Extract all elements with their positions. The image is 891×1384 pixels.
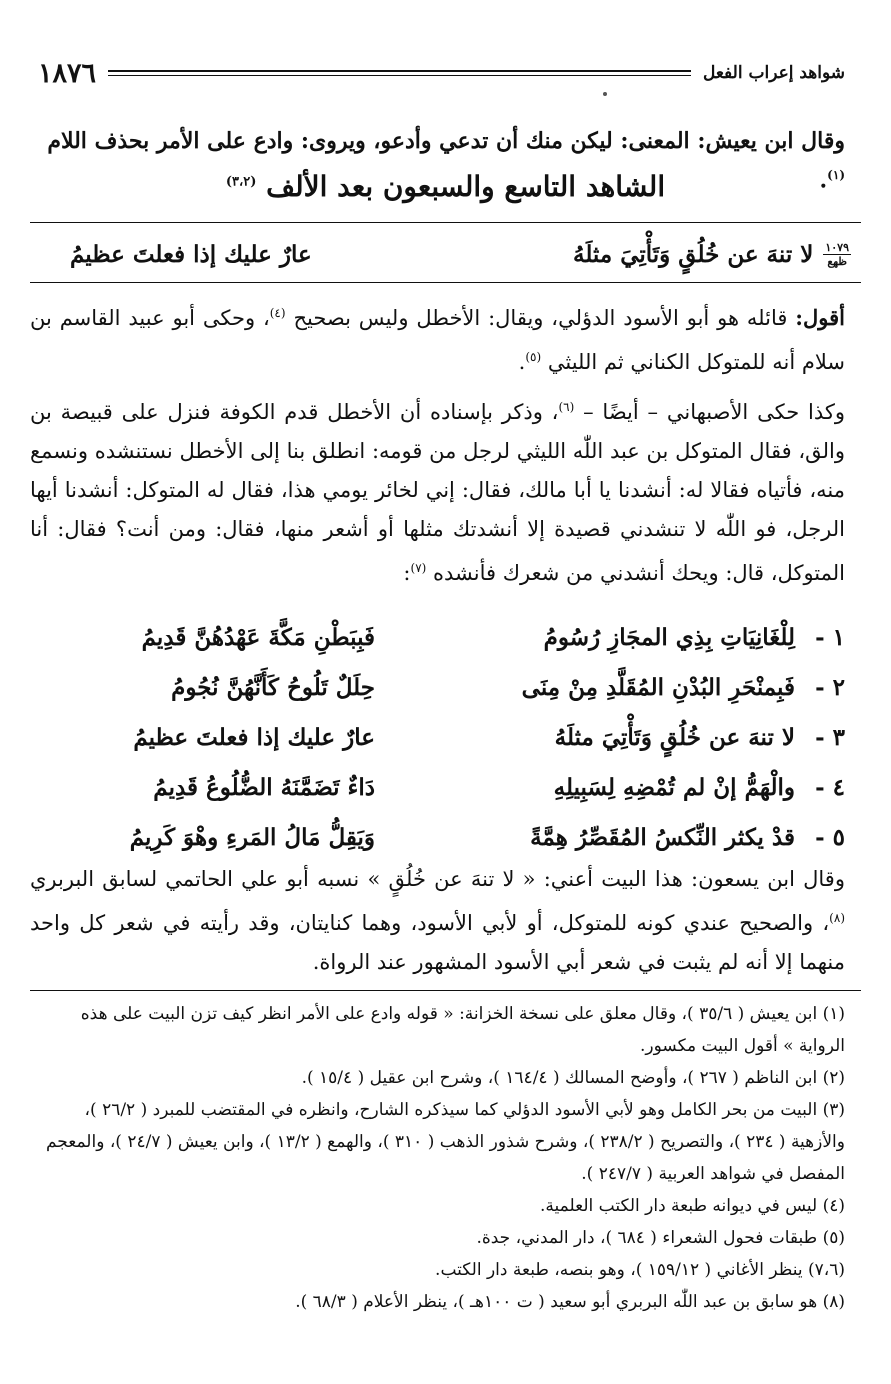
- print-speck: [603, 92, 607, 96]
- paragraph-2: وكذا حكى الأصبهاني – أيضًا – $^{(٦)}$، وذكر بإسناده أن الأخطل قدم الكوفة فنزل على قبيصة بن والق، فقال المتوكل بن عبد اللّٰه الليثي لرجل من قومه: انطلق بنا إلى الأخطل نستنشده ونسمع منه، فأتياه فقالا له: أنشدنا يا أبا مالك، فقال: إني لخائر يومي هذا، فقال له المتوكل: أنشدنا أيها الرجل، فو اللّٰه لا تنشدني قصيدة إلا أنشدتك مثلها أو أشعر منها، فقال: ومن أنت؟ فقال: أنا المتوكل، قال: ويحك أنشدني من شعرك فأنشده $^{(٧)}$:: [30, 400, 845, 585]
- section-title: الشاهد التاسع والسبعون بعد الألف $^{(٣،٢)}$: [225, 170, 666, 203]
- poem-line: ٥ - قدْ يكثر النِّكسُ المُقَصِّرُ هِمَّةً وَيَقِلُّ مَالُ المَرءِ وهْوَ كَرِيمُ: [129, 823, 845, 851]
- note-ref: (١): [827, 168, 845, 182]
- running-title: شواهد إعراب الفعل: [702, 63, 845, 83]
- footnote: (٢) ابن الناظم ( ٢٦٧ )، وأوضح المسالك ( ١٦٤/٤ )، وشرح ابن عقيل ( ١٥/٤ ).: [301, 1068, 845, 1088]
- footnote-rule: [30, 990, 861, 991]
- poem-line: ٢ - فَبِمنْحَرِ البُدْنِ المُقَلَّدِ مِنْ مِنَى حِلَلٌ تَلُوحُ كَأَنَّهُنَّ نُجُومُ: [171, 673, 845, 701]
- paragraph-1: أقول: قائله هو أبو الأسود الدؤلي، ويقال: الأخطل وليس بصحيح $^{(٤)}$، وحكى أبو عبيد القاسم بن سلام أنه للمتوكل الكناني ثم الليثي $^{(٥)}$.: [30, 305, 845, 374]
- footnote: (٥) طبقات فحول الشعراء ( ٦٨٤ )، دار المدني، جدة.: [476, 1228, 845, 1248]
- header-rule: [108, 70, 691, 76]
- verse-first-half: لا تنهَ عن خُلُقٍ وَتَأْتِيَ مثلَهُ: [572, 240, 814, 268]
- verse-rule-top: [30, 222, 861, 223]
- poem-line: ١ - لِلْغَانِيَاتِ بِذِي المجَازِ رُسُومُ فَبِبَطْنِ مَكَّةَ عَهْدُهُنَّ قَدِيمُ: [141, 623, 845, 651]
- verse-ref: ١٠٧٩ ظهع: [825, 240, 849, 268]
- footnote: (٧،٦) ينظر الأغاني ( ١٥٩/١٢ )، وهو بنصه، طبعة دار الكتب.: [435, 1260, 845, 1280]
- intro-line: وقال ابن يعيش: المعنى: ليكن منك أن تدعي وأدعو، ويروى: وادع على الأمر بحذف اللام $^{(١)}$.: [47, 128, 845, 194]
- body-text: [30, 294, 845, 599]
- poem: [30, 612, 845, 862]
- footnote: (٤) ليس في ديوانه طبعة دار الكتب العلمية.: [540, 1196, 845, 1216]
- footnote: (٣) البيت من بحر الكامل وهو لأبي الأسود الدؤلي كما سيذكره الشارح، وانظره في المقتضب للمبرد ( ٢٦/٢ )، والأزهية ( ٢٣٤ )، والتصريح ( ٢٣٨/٢ )، وشرح شذور الذهب ( ٣١٠ )، والهمع ( ١٣/٢ )، وابن يعيش ( ٢٤/٧ )، والمعجم المفصل في شواهد العربية ( ٢٤٧/٧ ).: [45, 1100, 845, 1184]
- footnotes: [30, 998, 845, 1318]
- note-ref: (٣،٢): [225, 174, 257, 190]
- poem-line: ٤ - والْهَمُّ إنْ لم تُمْضِهِ لِسَبِيلِهِ دَاءٌ تَضَمَّنَهُ الضُّلُوعُ قَدِيمُ: [153, 773, 845, 801]
- page-number: ١٨٧٦: [38, 57, 97, 89]
- verse-second-half: عارٌ عليك إذا فعلتَ عظيمُ: [70, 240, 312, 268]
- main-verse: [70, 232, 851, 276]
- paragraph-3: وقال ابن يسعون: هذا البيت أعني: « لا تنهَ عن خُلُقٍ » نسبه أبو علي الحاتمي لسابق البربري $^{(٨)}$، والصحيح عندي كونه للمتوكل، أو لأبي الأسود، وهما كنايتان، وقد رأيته في شعر كل واحد منهما إلا أنه لم يثبت في شعر أبي الأسود المشهور عند الرواة.: [30, 867, 845, 974]
- verse-rule-bottom: [30, 282, 861, 283]
- footnote: (١) ابن يعيش ( ٣٥/٦ )، وقال معلق على نسخة الخزانة: « قوله وادع على الأمر انظر كيف تزن البيت على هذه الرواية » أقول البيت مكسور.: [80, 1004, 845, 1056]
- poem-line: ٣ - لا تنهَ عن خُلُقٍ وَتَأْتِيَ مثلَهُ عارٌ عليك إذا فعلتَ عظيمُ: [133, 723, 845, 751]
- footnote: (٨) هو سابق بن عبد اللّٰه البربري أبو سعيد ( ت ١٠٠هـ )، ينظر الأعلام ( ٦٨/٣ ).: [295, 1292, 845, 1312]
- page-header: [38, 58, 845, 88]
